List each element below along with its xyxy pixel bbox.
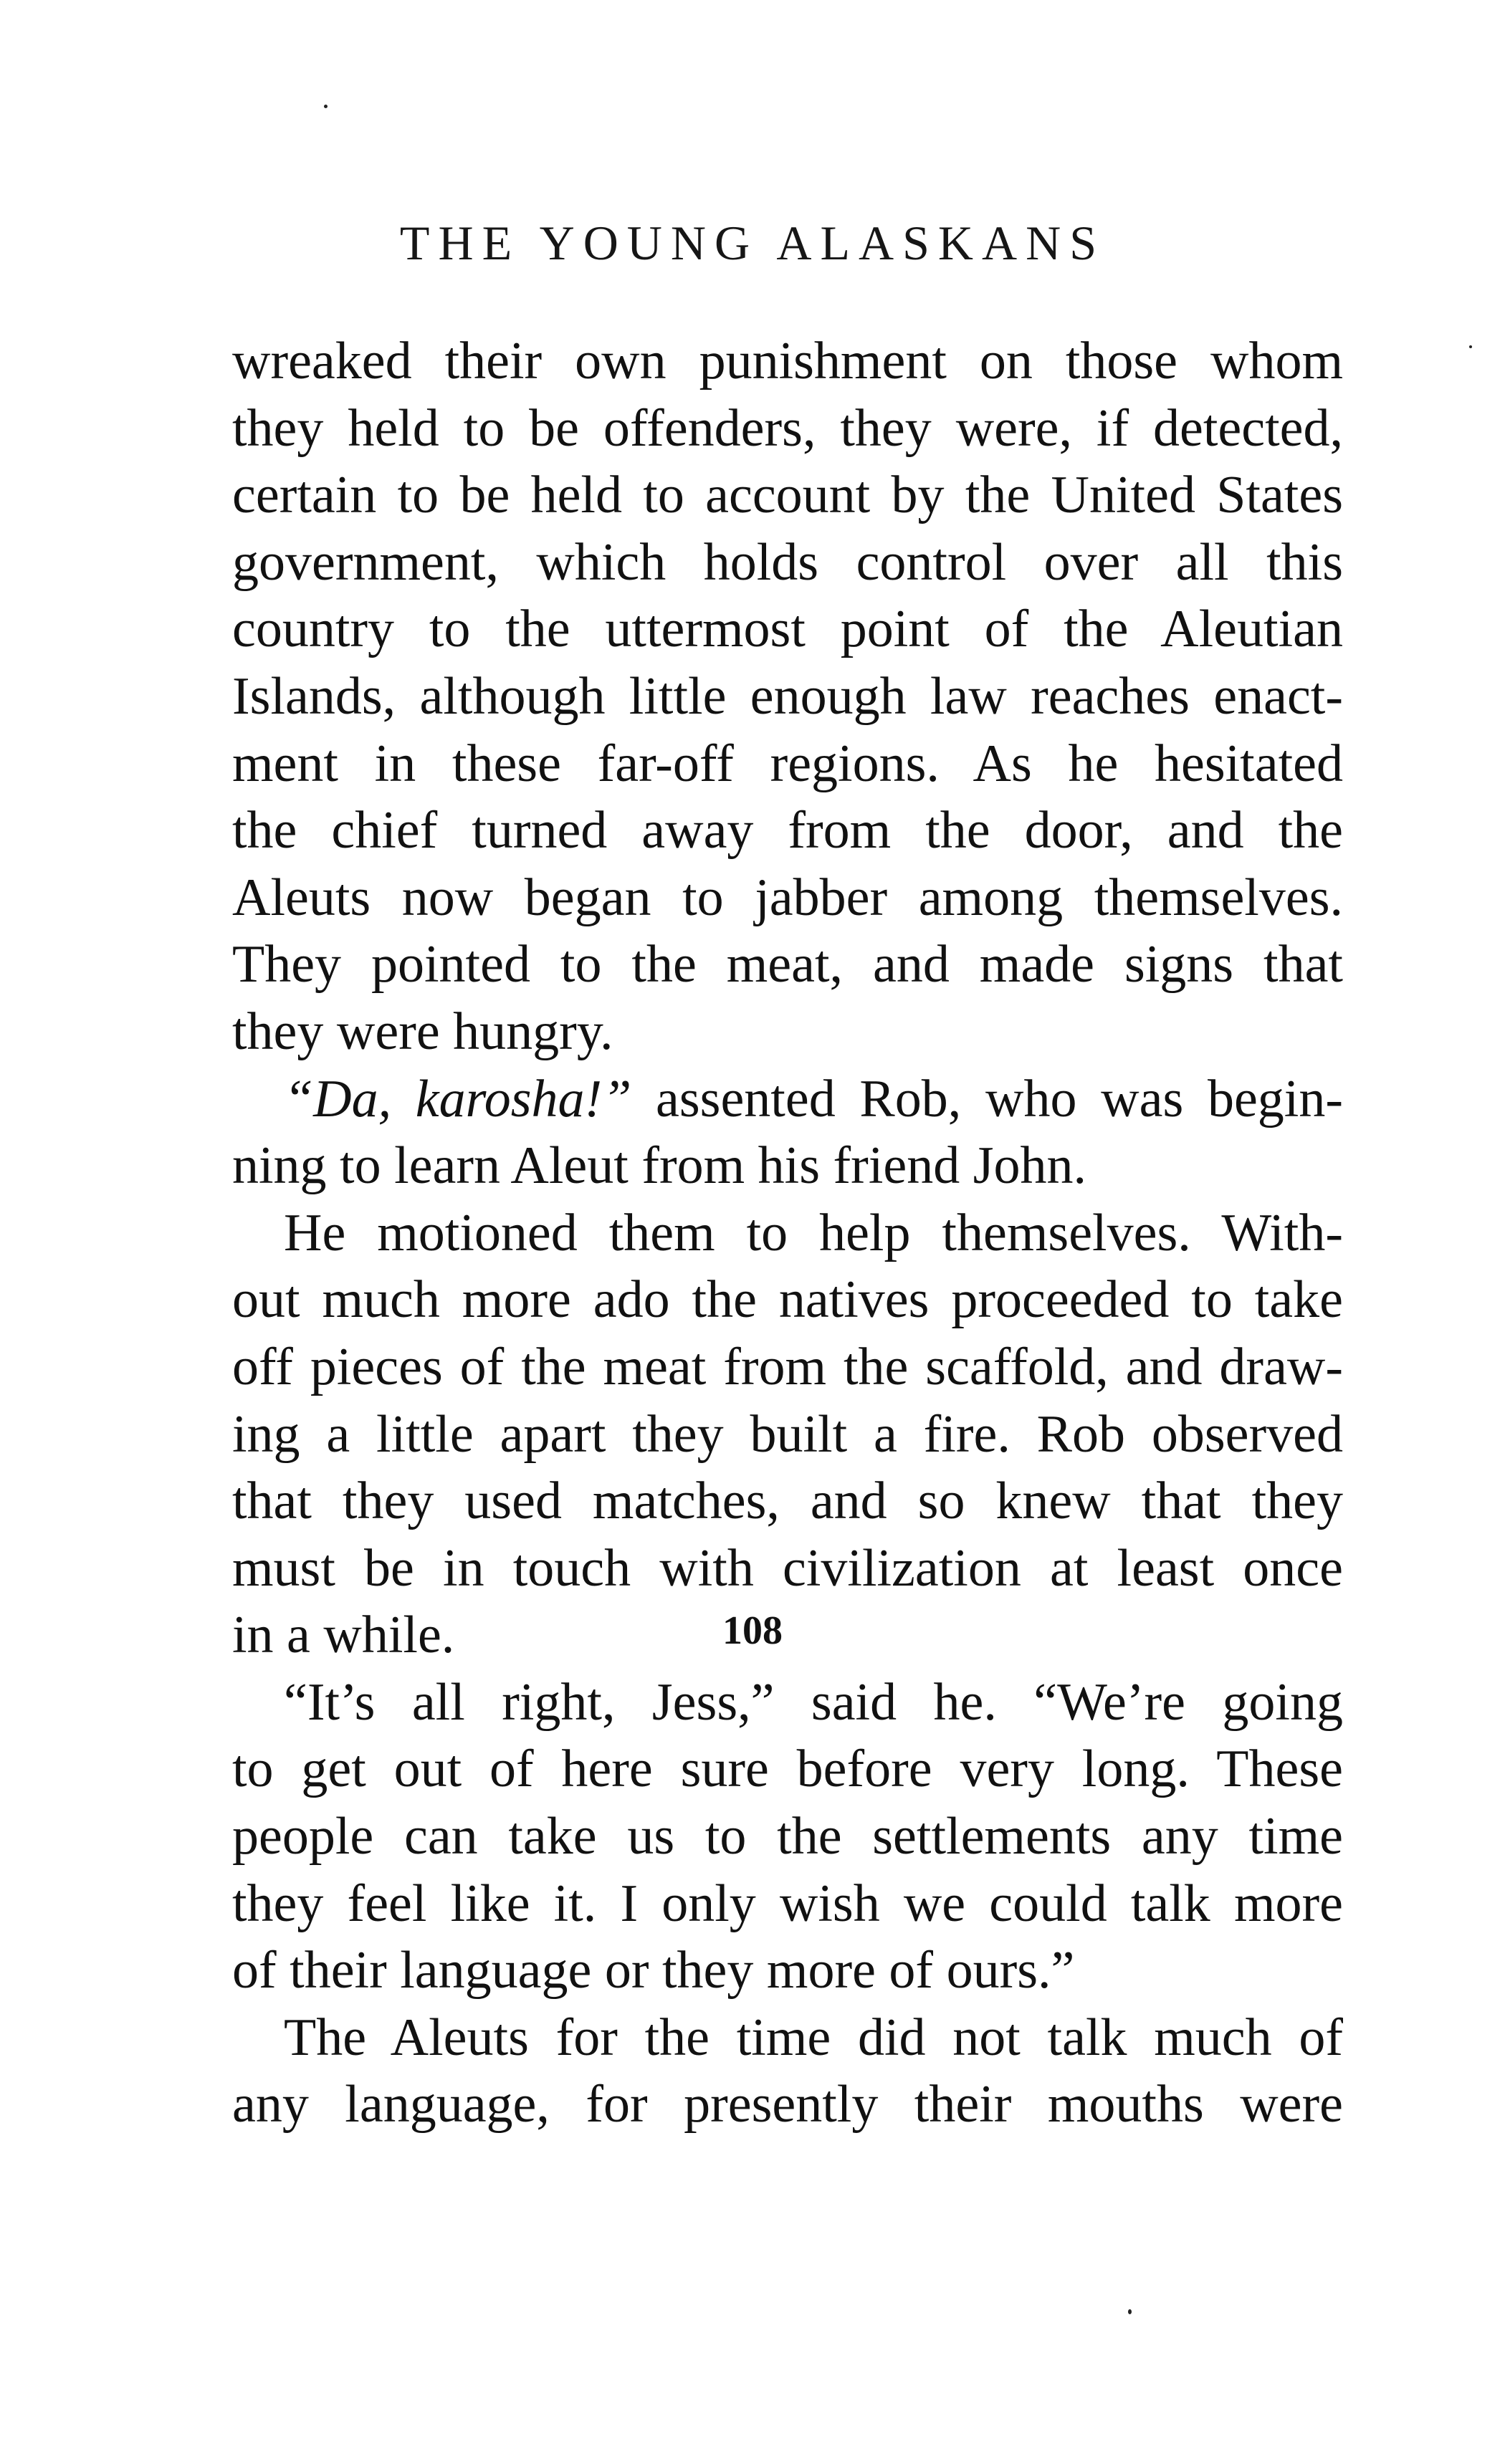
italic-phrase: “Da, karosha!”	[284, 1069, 632, 1128]
text-line: of their language or they more of ours.”	[232, 1941, 1075, 2000]
text-line: the chief turned away from the door, and the	[232, 801, 1343, 861]
text-line: they held to be offenders, they were, if detected,	[232, 398, 1343, 458]
scan-speck	[324, 105, 328, 108]
text-line: they were hungry.	[232, 1002, 613, 1061]
text-line: people can take us to the settlements any time	[232, 1807, 1343, 1866]
text-line: wreaked their own punishment on those whom	[232, 332, 1343, 390]
text-line: ing a little apart they built a fire. Rob observed	[232, 1404, 1343, 1464]
text-line: must be in touch with civilization at least once	[232, 1538, 1343, 1598]
scan-speck	[1469, 345, 1472, 348]
text-line: government, which holds control over all this	[232, 532, 1343, 592]
text-line: They pointed to the meat, and made signs that	[232, 935, 1343, 994]
text-line: The Aleuts for the time did not talk much of	[284, 2008, 1343, 2067]
text-line: off pieces of the meat from the scaffold, and draw-	[232, 1337, 1343, 1396]
text-line: any language, for presently their mouths were	[232, 2075, 1343, 2134]
text-line: country to the uttermost point of the Aleutian	[232, 600, 1343, 659]
text-line: ment in these far-off regions. As he hesitated	[232, 734, 1343, 793]
text-line: He motioned them to help themselves. With-	[284, 1203, 1343, 1262]
running-head: THE YOUNG ALASKANS	[399, 216, 1106, 270]
text-line: Aleuts now began to jabber among themselves.	[232, 868, 1343, 927]
text-line: Islands, although little enough law reaches enact-	[232, 666, 1343, 726]
text-line: “It’s all right, Jess,” said he. “We’re going	[284, 1672, 1343, 1732]
text-line: out much more ado the natives proceeded to take	[232, 1270, 1343, 1330]
text-line: that they used matches, and so knew that they	[232, 1472, 1343, 1531]
text-line: certain to be held to account by the United States	[232, 466, 1343, 525]
text-line: “Da, karosha!” assented Rob, who was begin-	[284, 1069, 1343, 1128]
text-line: ning to learn Aleut from his friend John.	[232, 1136, 1087, 1196]
body-text	[232, 328, 1343, 2139]
page-number: 108	[722, 1609, 783, 1653]
text-line: they feel like it. I only wish we could talk more	[232, 1874, 1343, 1933]
scan-speck	[1128, 2309, 1132, 2314]
text-line: in a while.	[232, 1606, 455, 1665]
text-line: to get out of here sure before very long. These	[232, 1740, 1343, 1799]
